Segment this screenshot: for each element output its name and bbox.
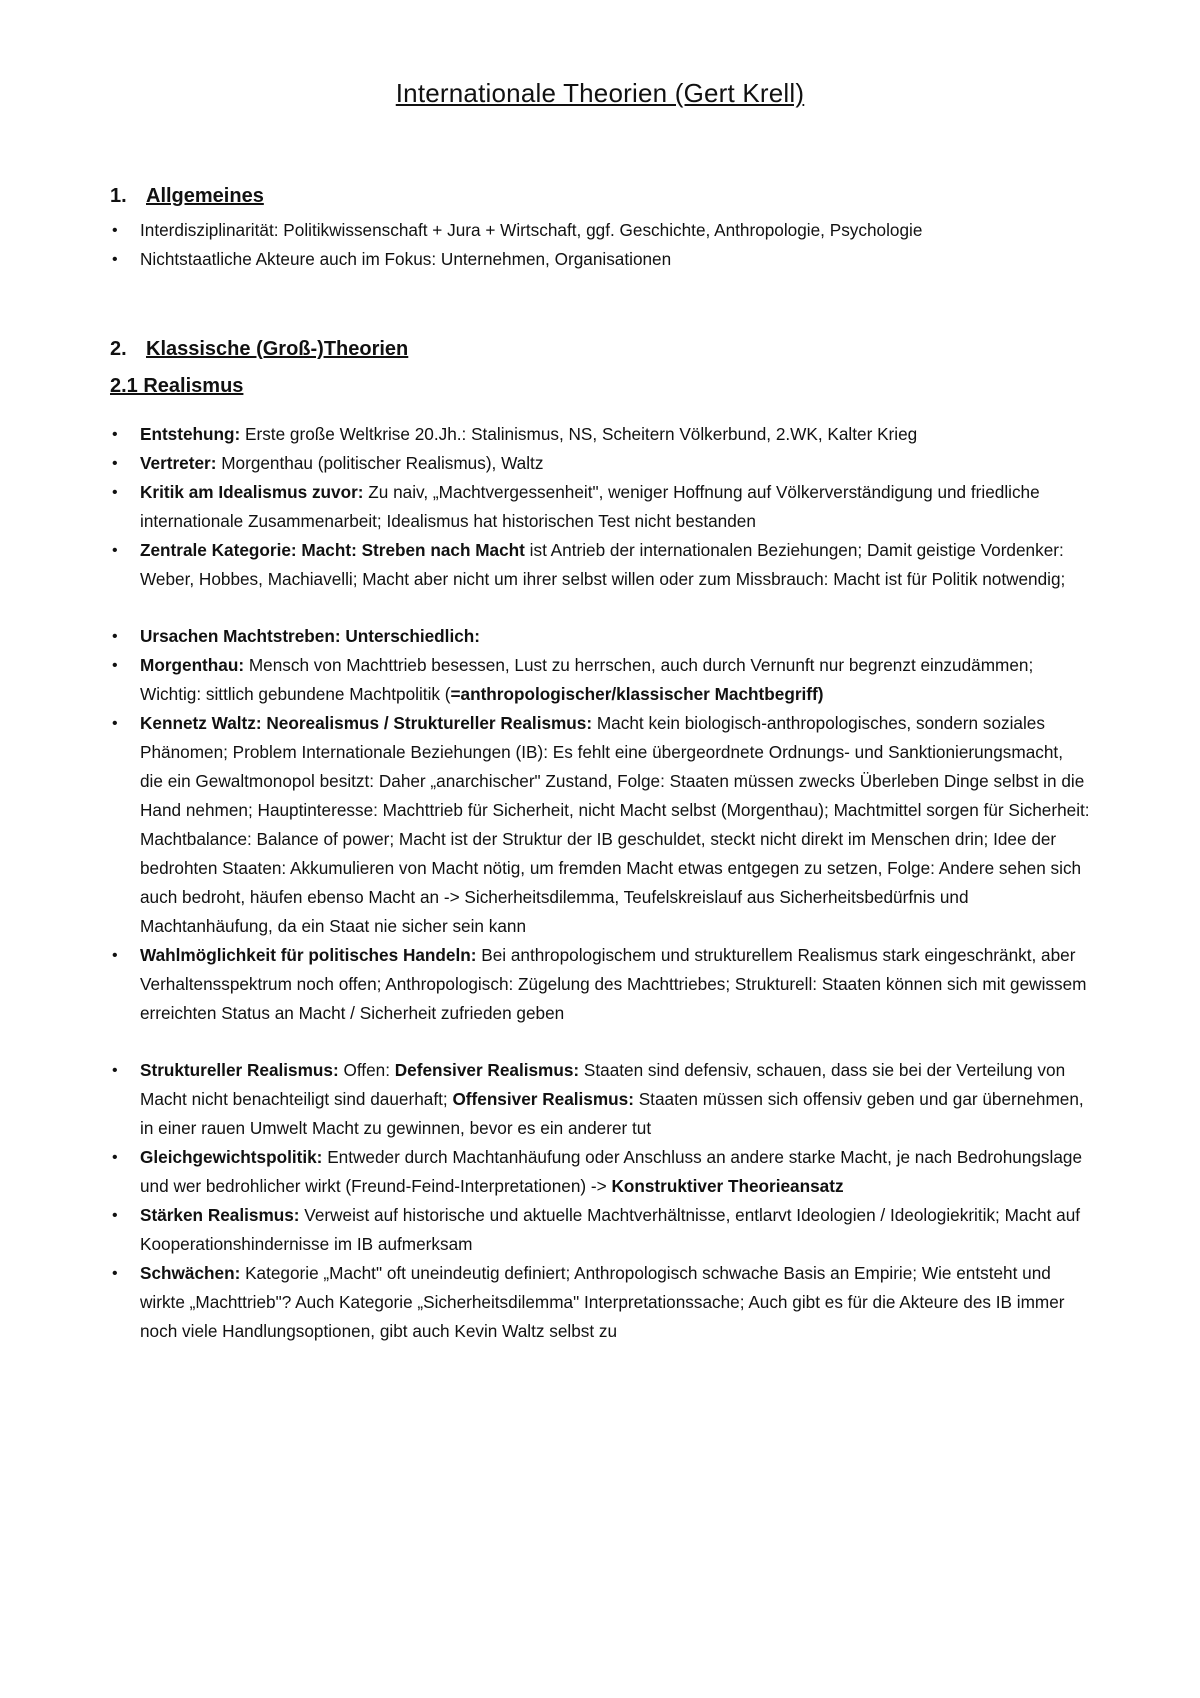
list-item-emphasis: Defensiver Realismus: [394, 1060, 580, 1080]
section-number: 2. [110, 338, 127, 360]
list-item [110, 1056, 1090, 1143]
bullet-icon: • [112, 715, 118, 732]
list-item-emphasis: Konstruktiver Theorieansatz [611, 1176, 844, 1196]
bullet-icon: • [112, 1265, 118, 1282]
list-item [110, 245, 1090, 274]
list-item-text: Verweist auf historische und aktuelle Machtverhältnisse, entlarvt Ideologien / Ideologiekritik; Macht auf Kooperationshindernisse im IB aufmerksam [140, 1205, 1081, 1254]
list-item-label: Wahlmöglichkeit für politisches Handeln: [140, 945, 477, 965]
list-item-label: Entstehung: [140, 424, 241, 444]
list-item-label: Gleichgewichtspolitik: [140, 1147, 323, 1167]
section-heading-klassische-theorien [110, 338, 1090, 361]
list-item [110, 536, 1090, 594]
list-item [110, 1201, 1090, 1259]
section-number: 1. [110, 185, 127, 207]
list-item-text: Bei anthropologischem und strukturellem Realismus stark eingeschränkt, aber Verhaltensspektrum noch offen; Anthropologisch: Zügelung des Machttriebes; Strukturell: Staaten können sich mit gewissem erreichten Status an Macht / Sicherheit zufrieden geben [140, 945, 1087, 1023]
bullet-icon: • [112, 1149, 118, 1166]
list-item-label: Morgenthau: [140, 655, 245, 675]
list-item-text: Erste große Weltkrise 20.Jh.: Stalinismus, NS, Scheitern Völkerbund, 2.WK, Kalter Krieg [240, 424, 918, 444]
list-item-label: Struktureller Realismus: [140, 1060, 339, 1080]
list-item-text: Staaten müssen sich offensiv geben und gar übernehmen, in einer rauen Umwelt Macht zu gewinnen, bevor es ein anderer tut [140, 1089, 1084, 1138]
section-title: Klassische (Groß-)Theorien [146, 338, 409, 360]
list-item-label: Vertreter: [140, 453, 217, 473]
list-item-emphasis: Offensiver Realismus: [452, 1089, 634, 1109]
list-item [110, 941, 1090, 1028]
list-item-label: Kritik am Idealismus zuvor: [140, 482, 364, 502]
section-title: Allgemeines [146, 185, 264, 207]
bullet-list-realismus-3 [110, 1056, 1090, 1346]
list-item [110, 709, 1090, 941]
list-item-label: Kennetz Waltz: Neorealismus / Struktureller Realismus: [140, 713, 593, 733]
bullet-icon: • [112, 222, 118, 239]
list-item [110, 449, 1090, 478]
list-item-text: Kategorie „Macht" oft uneindeutig definiert; Anthropologisch schwache Basis an Empirie; Wie entsteht und wirkte „Machttrieb"? Auch Kategorie „Sicherheitsdilemma" Interpretationssache; Auch gibt es für die Akteure des IB immer noch viele Handlungsoptionen, gibt auch Kevin Waltz selbst zu [140, 1263, 1065, 1341]
bullet-icon: • [112, 484, 118, 501]
list-item-text: Morgenthau (politischer Realismus), Waltz [216, 453, 544, 473]
list-item-emphasis: =anthropologischer/klassischer Machtbegriff) [450, 684, 824, 704]
list-item-text: Zu naiv, „Machtvergessenheit", weniger Hoffnung auf Völkerverständigung und friedliche internationale Zusammenarbeit; Idealismus hat historischen Test nicht bestanden [140, 482, 1040, 531]
bullet-icon: • [112, 455, 118, 472]
list-item [110, 1259, 1090, 1346]
bullet-list-realismus-2 [110, 622, 1090, 1028]
bullet-icon: • [112, 251, 118, 268]
list-item [110, 622, 1090, 651]
section-heading-allgemeines [110, 185, 1090, 208]
list-item-text: Offen: [338, 1060, 395, 1080]
list-item [110, 420, 1090, 449]
bullet-icon: • [112, 657, 118, 674]
list-item-text: Interdisziplinarität: Politikwissenschaft + Jura + Wirtschaft, ggf. Geschichte, Anthropologie, Psychologie [140, 220, 923, 240]
bullet-icon: • [112, 1207, 118, 1224]
bullet-list-allgemeines [110, 216, 1090, 274]
list-item-text: Nichtstaatliche Akteure auch im Fokus: Unternehmen, Organisationen [140, 249, 672, 269]
bullet-icon: • [112, 628, 118, 645]
bullet-icon: • [112, 1062, 118, 1079]
bullet-list-realismus-1 [110, 420, 1090, 594]
list-item [110, 216, 1090, 245]
list-item [110, 478, 1090, 536]
list-item-text: Macht kein biologisch-anthropologisches, sondern soziales Phänomen; Problem Internationale Beziehungen (IB): Es fehlt eine übergeordnete Ordnungs- und Sanktionierungsmacht, die ein Gewaltmonopol besitzt: Daher „anarchischer" Zustand, Folge: Staaten müssen zwecks Überleben Dinge selbst in die Hand nehmen; Hauptinteresse: Machttrieb für Sicherheit, nicht Macht selbst (Morgenthau); Machtmittel sorgen für Sicherheit: Machtbalance: Balance of power; Macht ist der Struktur der IB geschuldet, steckt nicht direkt im Menschen drin; Idee der bedrohten Staaten: Akkumulieren von Macht nötig, um fremden Macht etwas entgegen zu setzen, Folge: Andere sehen sich auch bedroht, häufen ebenso Macht an -> Sicherheitsdilemma, Teufelskreislauf aus Sicherheitsbedürfnis und Machtanhäufung, da ein Staat nie sicher sein kann [140, 713, 1090, 936]
list-item [110, 651, 1090, 709]
bullet-icon: • [112, 542, 118, 559]
list-item-label: Schwächen: [140, 1263, 241, 1283]
list-item-label: Ursachen Machtstreben: Unterschiedlich: [140, 626, 481, 646]
page-title: Internationale Theorien (Gert Krell) [395, 78, 805, 108]
list-item-label: Zentrale Kategorie: Macht: Streben nach Macht [140, 540, 525, 560]
bullet-icon: • [112, 426, 118, 443]
list-item [110, 1143, 1090, 1201]
list-item-text: Entweder durch Machtanhäufung oder Anschluss an andere starke Macht, je nach Bedrohungslage und wer bedrohlicher wirkt (Freund-Feind-Interpretationen) -> [140, 1147, 1083, 1196]
list-item-text: Mensch von Machttrieb besessen, Lust zu herrschen, auch durch Vernunft nur begrenzt einzudämmen; Wichtig: sittlich gebundene Machtpolitik ( [140, 655, 1034, 704]
list-item-label: Stärken Realismus: [140, 1205, 300, 1225]
subsection-heading-realismus: 2.1 Realismus [110, 375, 244, 397]
bullet-icon: • [112, 947, 118, 964]
list-item-text: Staaten sind defensiv, schauen, dass sie bei der Verteilung von Macht nicht benachteiligt sind dauerhaft; [140, 1060, 1066, 1109]
list-item-text: ist Antrieb der internationalen Beziehungen; Damit geistige Vordenker: Weber, Hobbes, Machiavelli; Macht aber nicht um ihrer selbst willen oder zum Missbrauch: Macht ist für Politik notwendig; [140, 540, 1066, 589]
